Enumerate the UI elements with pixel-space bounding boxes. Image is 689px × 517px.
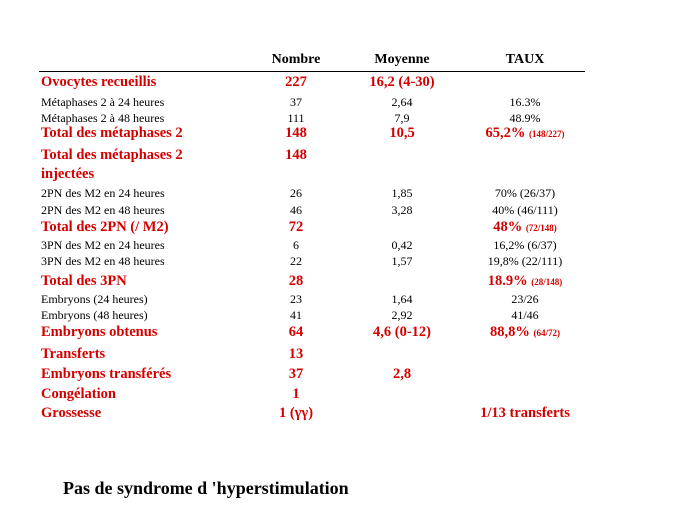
row-taux: 40% (46/111) xyxy=(492,203,558,217)
row-moyenne: 1,85 xyxy=(391,186,413,200)
row-nombre: 72 xyxy=(288,219,304,235)
row-taux: 48.9% xyxy=(509,111,541,125)
row-label: Total des métaphases 2 xyxy=(41,147,183,163)
row-label: injectées xyxy=(41,166,95,182)
row-nombre: 23 xyxy=(290,292,302,306)
row-label: 2PN des M2 en 24 heures xyxy=(41,186,165,200)
row-taux: 19,8% (22/111) xyxy=(487,254,563,268)
row-moyenne: 1,64 xyxy=(391,292,413,306)
row-moyenne: 1,57 xyxy=(391,254,413,268)
row-label: Total des métaphases 2 xyxy=(41,125,183,141)
row-moyenne: 2,64 xyxy=(391,95,413,109)
row-taux: 48% (72/148) xyxy=(493,219,557,235)
row-moyenne: 2,92 xyxy=(391,308,413,322)
header-moyenne: Moyenne xyxy=(374,52,430,67)
row-moyenne: 0,42 xyxy=(391,238,413,252)
row-nombre: 37 xyxy=(290,95,302,109)
row-label: Grossesse xyxy=(41,405,102,421)
row-label: 2PN des M2 en 48 heures xyxy=(41,203,165,217)
row-taux: 23/26 xyxy=(511,292,539,306)
row-taux: 41/46 xyxy=(511,308,539,322)
row-label: 3PN des M2 en 24 heures xyxy=(41,238,165,252)
row-label: Embryons obtenus xyxy=(41,324,158,340)
row-label: Embryons (24 heures) xyxy=(41,292,148,306)
row-nombre: 6 xyxy=(293,238,299,252)
row-moyenne: 16,2 (4-30) xyxy=(369,74,435,90)
row-label: Total des 2PN (/ M2) xyxy=(41,219,169,235)
row-moyenne: 3,28 xyxy=(391,203,413,217)
row-taux: 65,2% (148/227) xyxy=(485,125,565,141)
row-label: Embryons transférés xyxy=(41,366,172,382)
row-taux: 18.9% (28/148) xyxy=(487,273,563,289)
row-taux: 1/13 transferts xyxy=(480,405,570,421)
row-taux: 16.3% xyxy=(509,95,541,109)
row-nombre: 46 xyxy=(290,203,302,217)
row-label: Embryons (48 heures) xyxy=(41,308,148,322)
row-nombre: 13 xyxy=(288,346,304,362)
row-nombre: 28 xyxy=(288,273,304,289)
row-nombre: 227 xyxy=(285,74,307,90)
row-taux: 70% (26/37) xyxy=(494,186,556,200)
row-nombre: 26 xyxy=(290,186,302,200)
row-label: Congélation xyxy=(41,386,116,402)
row-nombre: 1 (γγ) xyxy=(278,405,314,421)
row-taux: 88,8% (64/72) xyxy=(490,324,560,340)
row-moyenne: 7,9 xyxy=(394,111,410,125)
row-nombre: 41 xyxy=(290,308,302,322)
row-nombre: 148 xyxy=(285,125,307,141)
row-label: Ovocytes recueillis xyxy=(41,74,157,90)
row-nombre: 1 xyxy=(292,386,300,402)
row-nombre: 148 xyxy=(285,147,307,163)
row-nombre: 111 xyxy=(287,111,305,125)
header-nombre: Nombre xyxy=(271,52,321,67)
header-taux: TAUX xyxy=(505,52,545,67)
row-label: Métaphases 2 à 48 heures xyxy=(41,111,165,125)
row-moyenne: 4,6 (0-12) xyxy=(373,324,431,340)
row-nombre: 22 xyxy=(290,254,302,268)
row-label: Transferts xyxy=(41,346,106,362)
row-label: 3PN des M2 en 48 heures xyxy=(41,254,165,268)
row-label: Total des 3PN xyxy=(41,273,127,289)
row-nombre: 64 xyxy=(288,324,304,340)
row-label: Métaphases 2 à 24 heures xyxy=(41,95,165,109)
row-moyenne: 10,5 xyxy=(389,125,415,141)
row-taux: 16,2% (6/37) xyxy=(493,238,557,252)
footer-note: Pas de syndrome d 'hyperstimulation xyxy=(63,478,349,498)
row-nombre: 37 xyxy=(288,366,304,382)
row-moyenne: 2,8 xyxy=(392,366,412,382)
